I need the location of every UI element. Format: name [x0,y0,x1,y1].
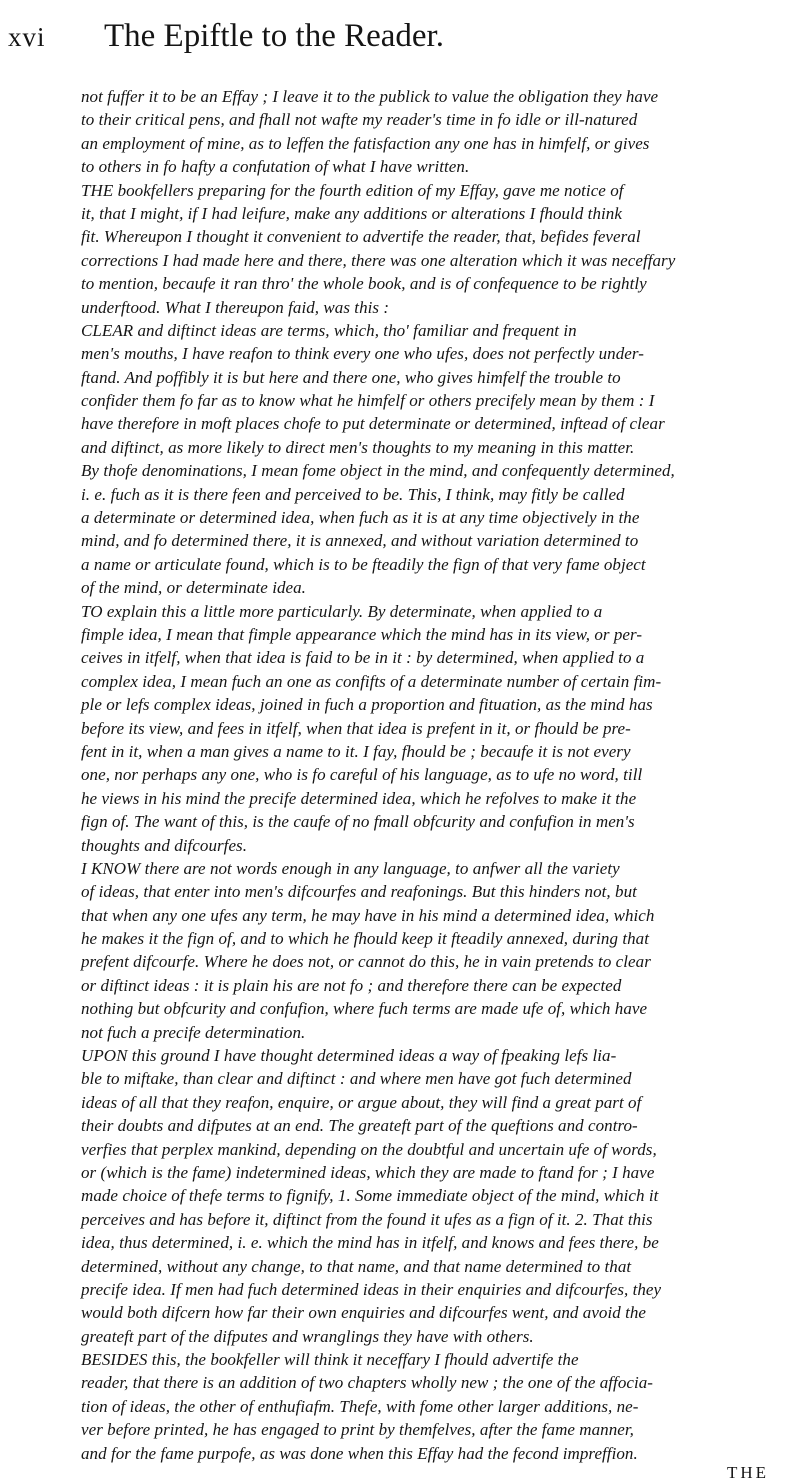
text-line: precife idea. If men had fuch determined ideas in their enquiries and difcourfes, they [81,1279,662,1299]
text-line: an employment of mine, as to leffen the fatisfaction any one has in himfelf, or gives [81,133,650,153]
text-line: ideas of all that they reafon, enquire, or argue about, they will find a great part of [81,1092,642,1112]
text-line: verfies that perplex mankind, depending on the doubtful and uncertain ufe of words, [81,1139,657,1159]
text-line: of the mind, or determinate idea. [81,578,306,598]
text-line: I KNOW there are not words enough in any language, to anfwer all the variety [81,858,620,878]
text-line: their doubts and difputes at an end. The greateft part of the queftions and contro- [81,1116,638,1136]
text-line: it, that I might, if I had leifure, make any additions or alterations I fhould think [81,203,622,223]
text-line: fign of. The want of this, is the caufe of no fmall obfcurity and confufion in men's [81,812,635,832]
text-line: ple or lefs complex ideas, joined in fuch a proportion and fituation, as the mind has [81,695,653,715]
text-line: before its view, and fees in itfelf, when that idea is prefent in it, or fhould be pre- [81,718,631,738]
text-line: ftand. And poffibly it is but here and there one, who gives himfelf the trouble to [81,367,621,387]
text-line: and for the fame purpofe, as was done when this Effay had the fecond impreffion. [81,1443,638,1463]
text-line: i. e. fuch as it is there feen and perceived to be. This, I think, may fitly be called [81,484,625,504]
page-number: xvi [8,22,46,52]
text-line: not fuffer it to be an Effay ; I leave it to the publick to value the obligation they have [81,87,659,106]
text-line: CLEAR and diftinct ideas are terms, which, tho' familiar and frequent in [81,320,577,340]
text-line: tion of ideas, the other of enthufiafm. Thefe, with fome other larger additions, ne- [81,1396,639,1416]
text-line: made choice of thefe terms to fignify, 1. Some immediate object of the mind, which it [81,1186,659,1206]
text-line: prefent difcourfe. Where he does not, or cannot do this, he in vain pretends to clear [81,952,651,972]
text-line: would both difcern how far their own enquiries and difcourfes went, and avoid the [81,1303,647,1323]
text-line: to mention, becaufe it ran thro' the whole book, and is of confequence to be rightly [81,274,647,294]
text-line: thoughts and difcourfes. [81,835,248,855]
text-line: men's mouths, I have reafon to think every one who ufes, does not perfectly under- [81,344,644,364]
text-line: not fuch a precife determination. [81,1022,306,1042]
text-line: perceives and has before it, diftinct from the found it ufes as a fign of it. 2. That this [81,1209,653,1229]
text-line: that when any one ufes any term, he may have in his mind a determined idea, which [81,905,655,925]
text-line: he makes it the fign of, and to which he fhould keep it fteadily annexed, during that [81,929,649,949]
running-head: The Epiftle to the Reader. [104,18,444,54]
text-line: TO explain this a little more particularly. By determinate, when applied to a [81,601,603,621]
text-line: BESIDES this, the bookfeller will think it neceffary I fhould advertife the [81,1350,579,1370]
text-line: to others in fo hafty a confutation of what I have written. [81,157,470,177]
text-line: fit. Whereupon I thought it convenient to advertife the reader, that, befides feveral [81,227,641,247]
page-header [0,0,800,70]
text-line: corrections I had made here and there, there was one alteration which it was neceffary [81,250,676,270]
text-line: ver before printed, he has engaged to print by themfelves, after the fame manner, [81,1420,634,1440]
text-line: greateft part of the difputes and wranglings they have with others. [81,1326,534,1346]
text-line: have therefore in moft places chofe to put determinate or determined, inftead of clear [81,414,665,434]
text-line: fimple idea, I mean that fimple appearance which the mind has in its view, or per- [81,624,643,644]
text-line: By thofe denominations, I mean fome object in the mind, and confequently determined, [81,461,675,481]
text-line: UPON this ground I have thought determined ideas a way of fpeaking lefs lia- [81,1046,617,1066]
text-line: one, nor perhaps any one, who is fo careful of his language, as to ufe no word, till [81,765,643,785]
text-line: underftood. What I thereupon faid, was this : [81,297,390,317]
text-line: fent in it, when a man gives a name to it. I fay, fhould be ; becaufe it is not every [81,741,631,761]
text-line: a determinate or determined idea, when fuch as it is at any time objectively in the [81,508,640,528]
catchword: THE [726,1463,769,1483]
text-line: confider them fo far as to know what he himfelf or others precifely mean by them : I [81,391,655,411]
text-line: he views in his mind the precife determined idea, which he refolves to make it the [81,788,637,808]
page-body [81,85,771,1484]
text-line: ble to miftake, than clear and diftinct : and where men have got fuch determined [81,1069,632,1089]
text-line: reader, that there is an addition of two chapters wholly new ; the one of the affocia- [81,1373,653,1393]
text-line: complex idea, I mean fuch an one as confifts of a determinate number of certain fim- [81,671,662,691]
text-line: a name or articulate found, which is to be fteadily the fign of that very fame object [81,554,646,574]
text-line: determined, without any change, to that name, and that name determined to that [81,1256,632,1276]
text-line: to their critical pens, and fhall not wafte my reader's time in fo idle or ill-natured [81,110,638,130]
text-line: idea, thus determined, i. e. which the mind has in itfelf, and knows and fees there, be [81,1233,659,1253]
text-line: ceives in itfelf, when that idea is faid to be in it : by determined, when applied to a [81,648,645,668]
text-line: THE bookfellers preparing for the fourth edition of my Effay, gave me notice of [81,180,624,200]
text-line: and diftinct, as more likely to direct men's thoughts to my meaning in this matter. [81,437,635,457]
text-line: of ideas, that enter into men's difcourfes and reafonings. But this hinders not, but [81,882,637,902]
text-line: mind, and fo determined there, it is annexed, and without variation determined to [81,531,639,551]
text-line: nothing but obfcurity and confufion, where fuch terms are made ufe of, which have [81,999,648,1019]
text-line: or (which is the fame) indetermined ideas, which they are made to ftand for ; I have [81,1162,655,1182]
text-line: or diftinct ideas : it is plain his are not fo ; and therefore there can be expected [81,975,622,995]
